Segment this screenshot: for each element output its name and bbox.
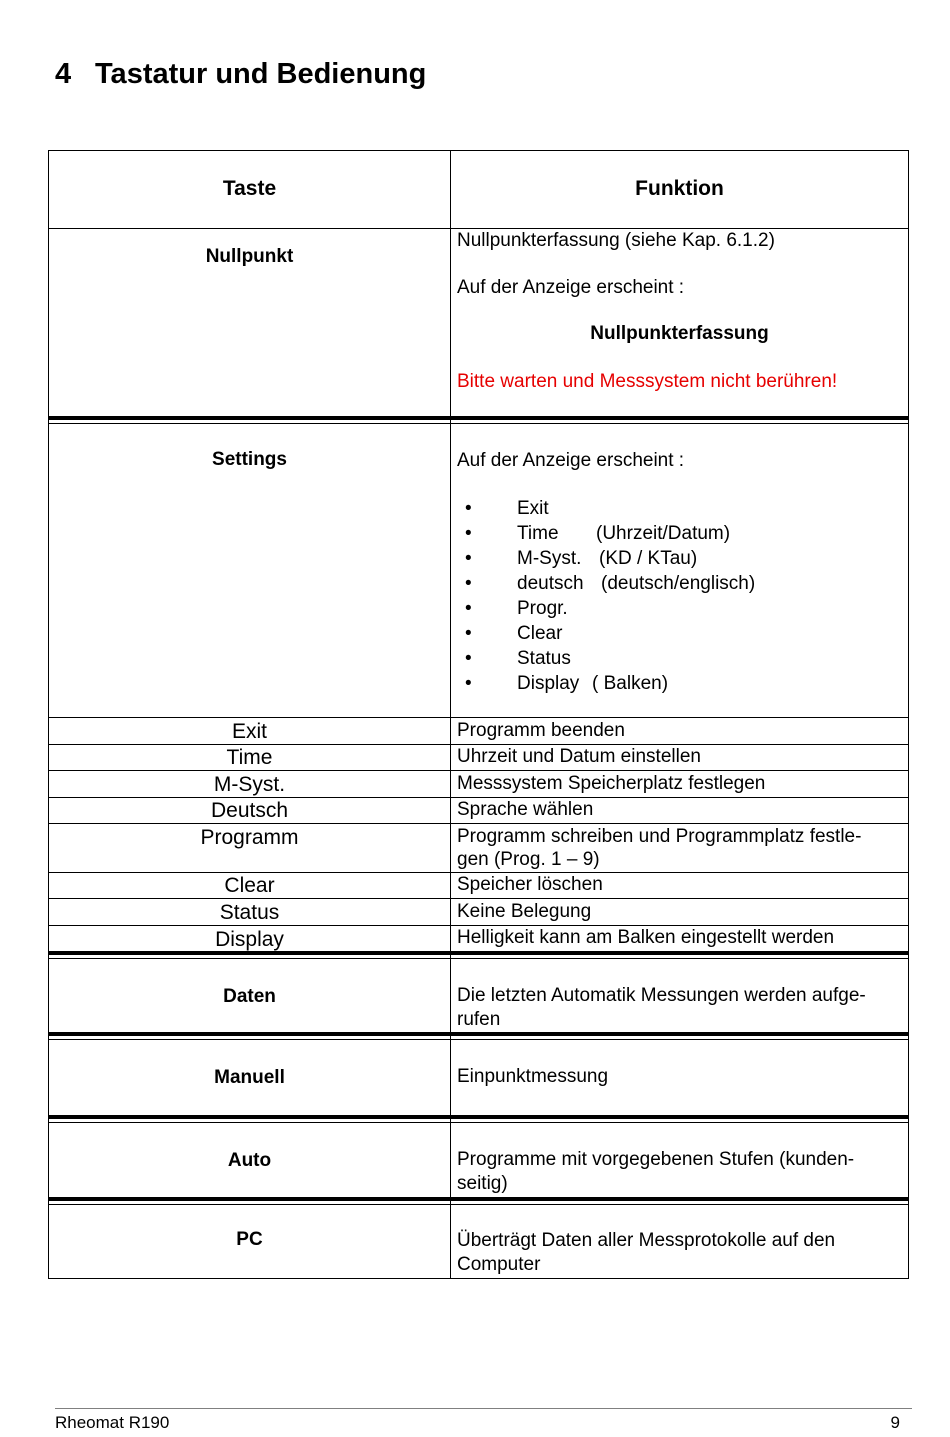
daten-function-line1: Die letzten Automatik Messungen werden aufge- (457, 985, 866, 1006)
list-item (457, 496, 755, 521)
auto-function-line2: seitig) (457, 1173, 508, 1194)
key-deutsch: Deutsch (210, 799, 289, 822)
table-column-divider (450, 150, 451, 1279)
row-divider (48, 958, 909, 959)
row-divider (48, 717, 909, 718)
programm-function-line2: gen (Prog. 1 – 9) (457, 849, 600, 870)
bullet: • (465, 523, 472, 544)
settings-item-label: Status (517, 648, 571, 669)
nullpunkt-display-intro: Auf der Anzeige erscheint : (457, 277, 685, 298)
settings-intro: Auf der Anzeige erscheint : (457, 450, 685, 471)
settings-item-note: (deutsch/englisch) (601, 573, 756, 594)
column-header-function: Funktion (635, 177, 724, 200)
manuell-function: Einpunktmessung (457, 1066, 609, 1087)
table-border-right (908, 150, 909, 1279)
settings-item-label: M-Syst. (517, 548, 582, 569)
nullpunkt-warning: Bitte warten und Messsystem nicht berühren! (457, 371, 838, 392)
bullet: • (465, 673, 472, 694)
page-number: 9 (890, 1413, 900, 1432)
bullet: • (465, 623, 472, 644)
bullet: • (465, 498, 472, 519)
m-syst-function: Messsystem Speicherplatz festlegen (457, 773, 766, 794)
footer-product-name: Rheomat R190 (55, 1413, 170, 1432)
row-divider-thick (48, 1032, 909, 1036)
time-function: Uhrzeit und Datum einstellen (457, 746, 701, 767)
row-divider (48, 1122, 909, 1123)
column-header-key: Taste (222, 177, 277, 200)
settings-item-label: Time (517, 523, 559, 544)
key-auto: Auto (227, 1150, 272, 1171)
bullet: • (465, 648, 472, 669)
key-exit: Exit (231, 720, 267, 743)
settings-item-note: (KD / KTau) (599, 548, 698, 569)
key-daten: Daten (223, 986, 276, 1007)
table-border-top (48, 150, 909, 151)
key-manuell: Manuell (214, 1067, 285, 1088)
exit-function: Programm beenden (457, 720, 625, 741)
programm-function-line1: Programm schreiben und Programmplatz festle- (457, 826, 862, 847)
row-divider-thick (48, 416, 909, 420)
key-m-syst: M-Syst. (213, 773, 286, 796)
auto-function-line1: Programme mit vorgegebenen Stufen (kunden- (457, 1149, 855, 1170)
table-border-bottom (48, 1278, 909, 1279)
chapter-title: Tastatur und Bedienung (95, 58, 427, 90)
pc-function-line1: Überträgt Daten aller Messprotokolle auf den (457, 1230, 836, 1251)
status-function: Keine Belegung (457, 901, 592, 922)
page-heading (55, 58, 426, 91)
row-divider (48, 1204, 909, 1205)
daten-function-line2: rufen (457, 1009, 501, 1030)
nullpunkt-description: Nullpunkterfassung (siehe Kap. 6.1.2) (457, 230, 775, 251)
settings-item-label: Progr. (517, 598, 568, 619)
settings-item-label: Clear (517, 623, 563, 644)
list-item (457, 621, 755, 646)
settings-item-note: ( Balken) (592, 673, 669, 694)
row-divider (48, 1039, 909, 1040)
clear-function: Speicher löschen (457, 874, 603, 895)
settings-item-note: (Uhrzeit/Datum) (596, 523, 731, 544)
settings-item-label: Display (517, 673, 580, 694)
chapter-number: 4 (55, 58, 72, 90)
bullet: • (465, 598, 472, 619)
bullet: • (465, 573, 472, 594)
key-clear: Clear (224, 874, 275, 897)
list-item (457, 571, 755, 596)
row-divider (48, 423, 909, 424)
row-divider-thick (48, 1197, 909, 1201)
deutsch-function: Sprache wählen (457, 799, 594, 820)
table-border-left (48, 150, 49, 1279)
footer-divider (55, 1408, 912, 1409)
key-pc: PC (236, 1229, 263, 1250)
key-programm: Programm (200, 826, 299, 849)
list-item (457, 546, 755, 571)
settings-item-label: Exit (517, 498, 549, 519)
nullpunkt-display-text: Nullpunkterfassung (590, 323, 769, 344)
list-item (457, 671, 755, 696)
key-time: Time (226, 746, 273, 769)
key-nullpunkt: Nullpunkt (205, 246, 294, 267)
row-divider-thick (48, 1115, 909, 1119)
list-item (457, 521, 755, 546)
bullet: • (465, 548, 472, 569)
settings-item-label: deutsch (517, 573, 584, 594)
key-settings: Settings (212, 449, 287, 470)
list-item (457, 596, 755, 621)
display-function: Helligkeit kann am Balken eingestellt werden (457, 927, 835, 948)
key-status: Status (219, 901, 280, 924)
list-item (457, 646, 755, 671)
settings-menu-list (457, 496, 755, 696)
key-display: Display (215, 928, 284, 951)
pc-function-line2: Computer (457, 1254, 541, 1275)
